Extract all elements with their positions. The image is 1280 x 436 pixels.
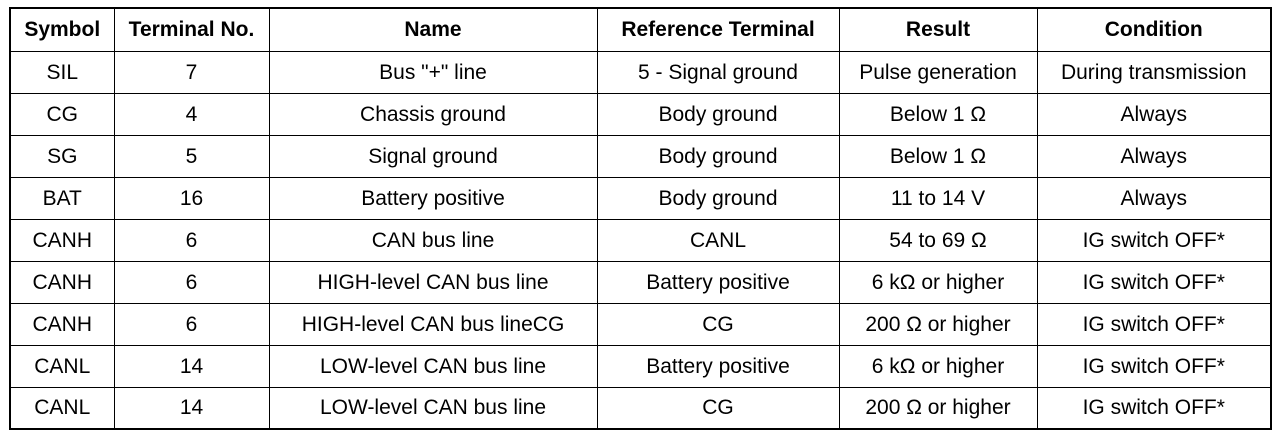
cell-reference-terminal: Battery positive — [597, 345, 839, 387]
cell-terminal-no: 16 — [114, 177, 269, 219]
cell-symbol: CG — [10, 93, 114, 135]
cell-terminal-no: 4 — [114, 93, 269, 135]
cell-result: Below 1 Ω — [839, 135, 1037, 177]
cell-name: Chassis ground — [269, 93, 597, 135]
table-row — [10, 219, 1271, 261]
header-name: Name — [269, 8, 597, 51]
cell-result: 6 kΩ or higher — [839, 345, 1037, 387]
cell-symbol: BAT — [10, 177, 114, 219]
header-terminal-no: Terminal No. — [114, 8, 269, 51]
cell-name: CAN bus line — [269, 219, 597, 261]
cell-condition: IG switch OFF* — [1037, 387, 1271, 429]
cell-condition: Always — [1037, 135, 1271, 177]
cell-reference-terminal: Body ground — [597, 135, 839, 177]
cell-reference-terminal: Battery positive — [597, 261, 839, 303]
cell-condition: IG switch OFF* — [1037, 303, 1271, 345]
cell-symbol: CANH — [10, 219, 114, 261]
cell-result: Pulse generation — [839, 51, 1037, 93]
cell-name: LOW-level CAN bus line — [269, 387, 597, 429]
cell-terminal-no: 6 — [114, 303, 269, 345]
cell-result: 6 kΩ or higher — [839, 261, 1037, 303]
cell-symbol: SIL — [10, 51, 114, 93]
table-row — [10, 303, 1271, 345]
table-header-row — [10, 8, 1271, 51]
cell-terminal-no: 6 — [114, 261, 269, 303]
table-row — [10, 177, 1271, 219]
cell-symbol: CANH — [10, 261, 114, 303]
cell-condition: During transmission — [1037, 51, 1271, 93]
cell-terminal-no: 5 — [114, 135, 269, 177]
header-condition: Condition — [1037, 8, 1271, 51]
cell-terminal-no: 7 — [114, 51, 269, 93]
table-row — [10, 51, 1271, 93]
cell-condition: Always — [1037, 93, 1271, 135]
cell-terminal-no: 14 — [114, 345, 269, 387]
cell-terminal-no: 6 — [114, 219, 269, 261]
cell-condition: Always — [1037, 177, 1271, 219]
cell-name: HIGH-level CAN bus lineCG — [269, 303, 597, 345]
cell-result: 11 to 14 V — [839, 177, 1037, 219]
cell-name: HIGH-level CAN bus line — [269, 261, 597, 303]
table-row — [10, 135, 1271, 177]
cell-reference-terminal: 5 - Signal ground — [597, 51, 839, 93]
cell-terminal-no: 14 — [114, 387, 269, 429]
table-row — [10, 345, 1271, 387]
cell-reference-terminal: Body ground — [597, 177, 839, 219]
header-symbol: Symbol — [10, 8, 114, 51]
cell-symbol: CANL — [10, 345, 114, 387]
cell-symbol: CANH — [10, 303, 114, 345]
cell-reference-terminal: CG — [597, 303, 839, 345]
cell-result: 54 to 69 Ω — [839, 219, 1037, 261]
cell-result: 200 Ω or higher — [839, 303, 1037, 345]
cell-condition: IG switch OFF* — [1037, 261, 1271, 303]
cell-reference-terminal: CANL — [597, 219, 839, 261]
cell-reference-terminal: Body ground — [597, 93, 839, 135]
header-reference-terminal: Reference Terminal — [597, 8, 839, 51]
cell-symbol: CANL — [10, 387, 114, 429]
table-row — [10, 93, 1271, 135]
cell-result: 200 Ω or higher — [839, 387, 1037, 429]
cell-symbol: SG — [10, 135, 114, 177]
cell-name: LOW-level CAN bus line — [269, 345, 597, 387]
table-row — [10, 261, 1271, 303]
terminal-spec-table — [9, 7, 1272, 430]
cell-reference-terminal: CG — [597, 387, 839, 429]
cell-condition: IG switch OFF* — [1037, 219, 1271, 261]
header-result: Result — [839, 8, 1037, 51]
cell-name: Signal ground — [269, 135, 597, 177]
cell-result: Below 1 Ω — [839, 93, 1037, 135]
cell-name: Battery positive — [269, 177, 597, 219]
cell-name: Bus "+" line — [269, 51, 597, 93]
cell-condition: IG switch OFF* — [1037, 345, 1271, 387]
table-row — [10, 387, 1271, 429]
